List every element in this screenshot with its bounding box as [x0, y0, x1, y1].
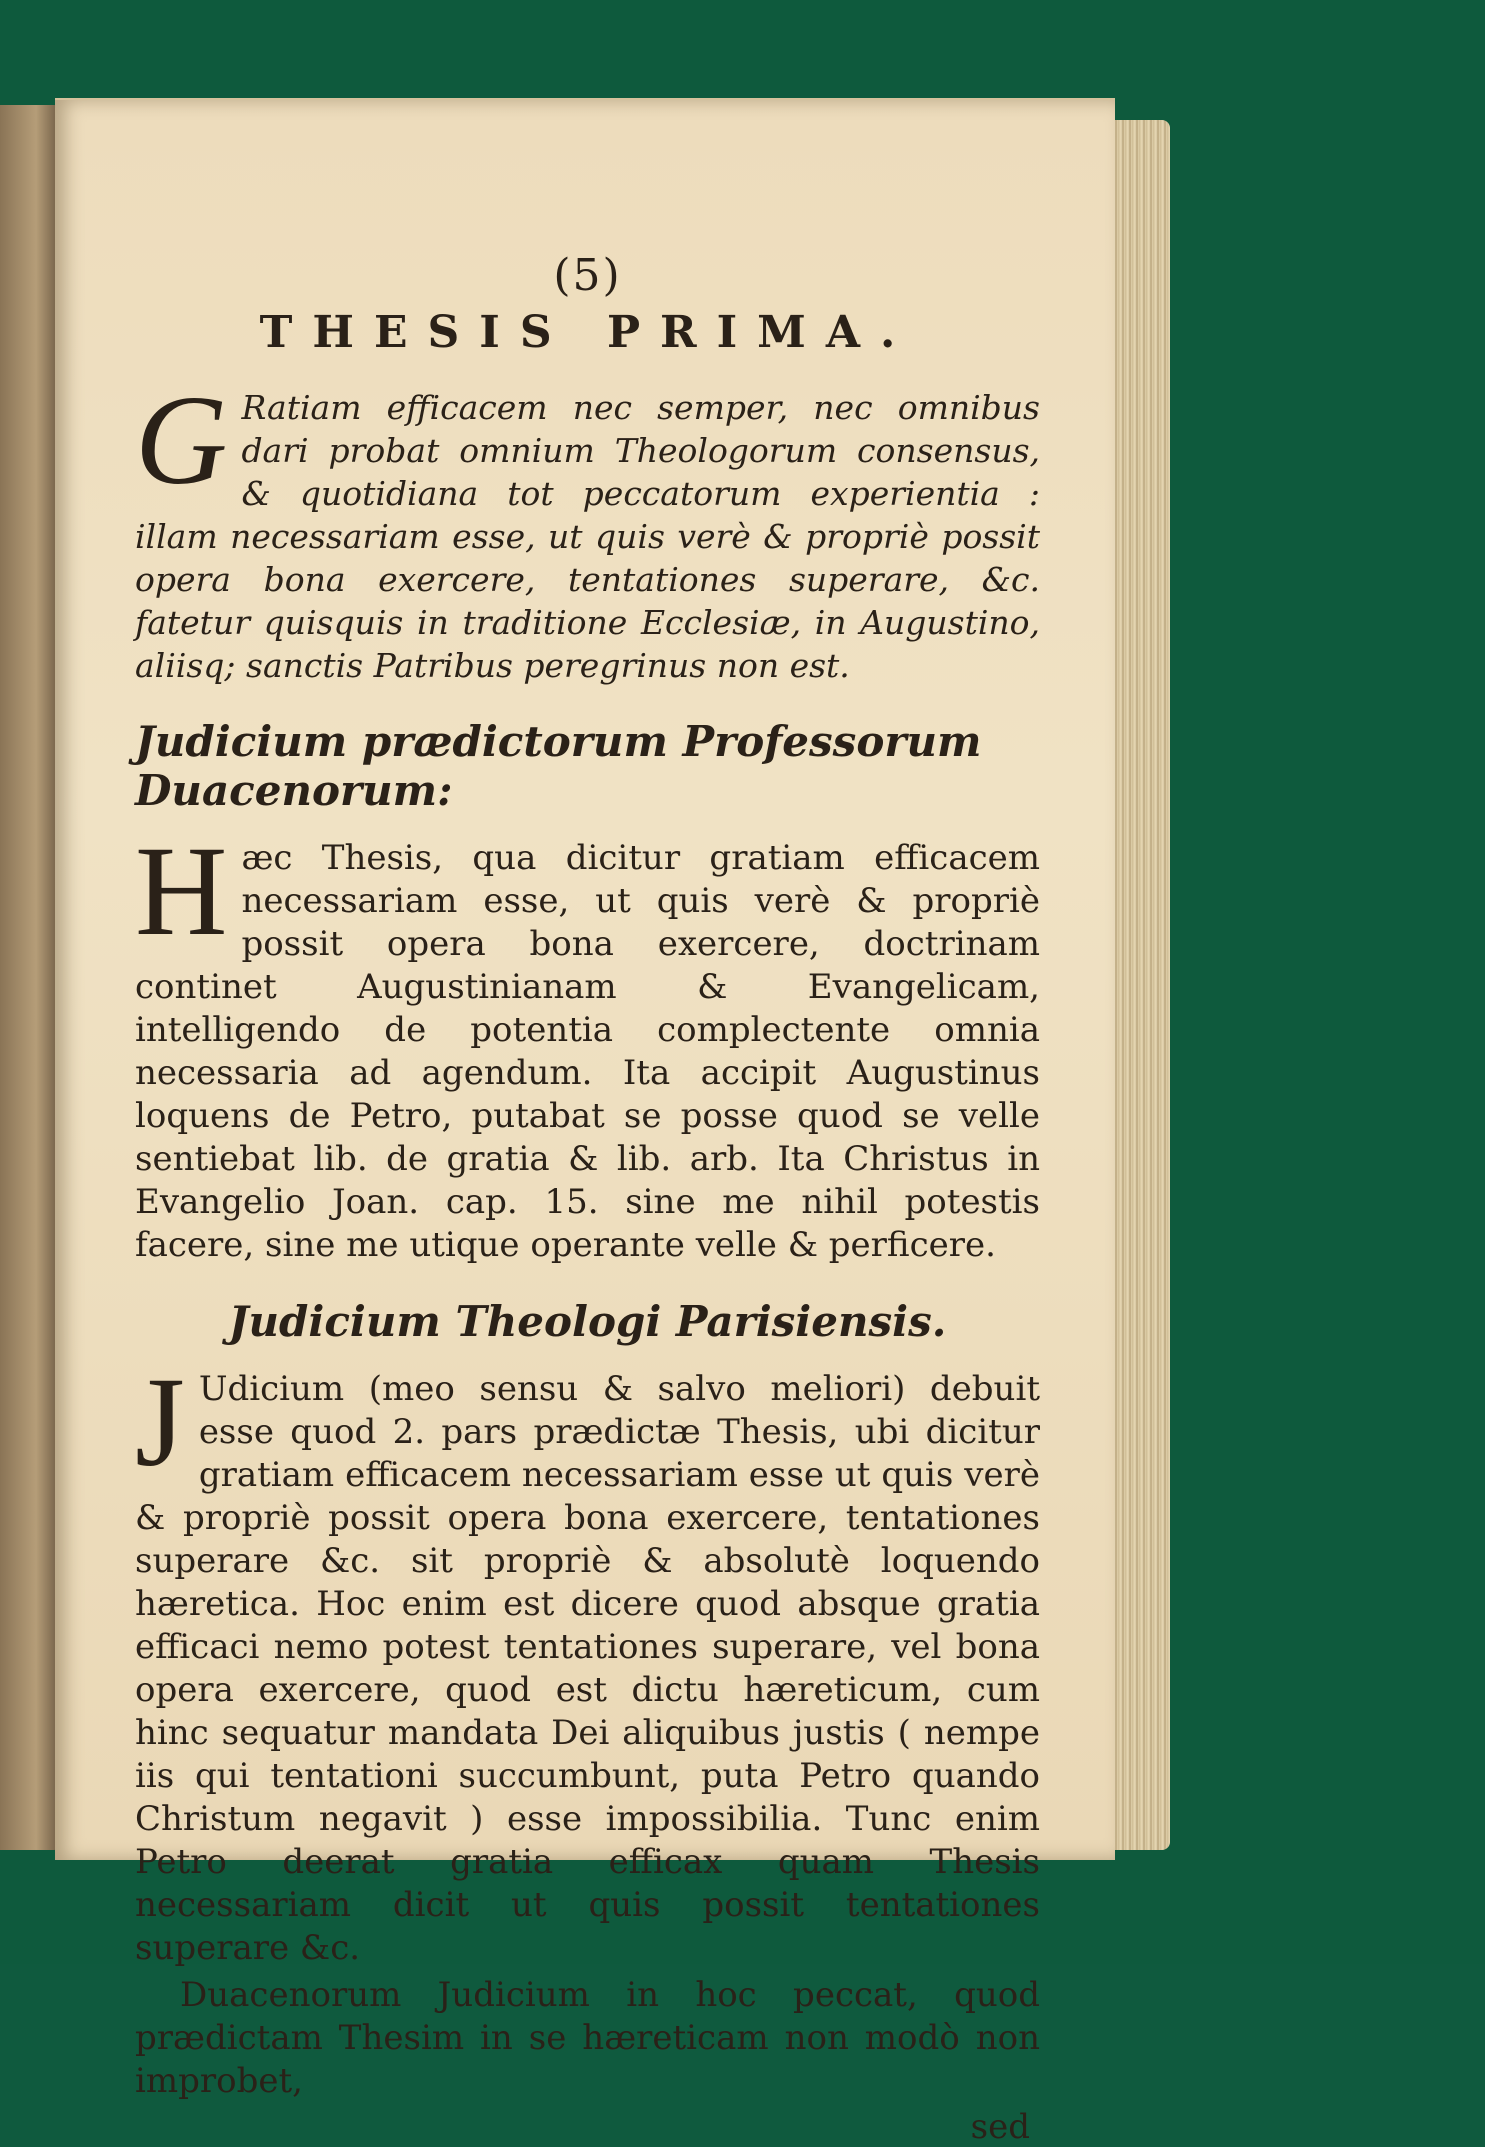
- page-content: [135, 250, 1040, 2147]
- page-number: (5): [553, 250, 622, 301]
- facing-page-edge: [0, 105, 60, 1850]
- judgment-duacenorum-text: æc Thesis, qua dicitur gratiam efficacem necessariam esse, ut quis verè & propriè possit opera bona exercere, doctrinam continet Augustinianam & Evangelicam, intelligendo de potentia complectente omnia necessaria ad agendum. Ita accipit Augustinus loquens de Petro, putabat se posse quod se velle sentiebat lib. de gratia & lib. arb. Ita Christus in Evangelio Joan. cap. 15. sine me nihil potestis facere, sine me utique operante velle & perficere.: [135, 838, 1040, 1265]
- judgment-duacenorum-dropcap: H: [135, 820, 228, 962]
- judgment-duacenorum-paragraph: [135, 820, 1040, 1267]
- thesis-paragraph: [135, 369, 1040, 687]
- thesis-dropcap: G: [135, 369, 228, 511]
- continuation-paragraph: Duacenorum Judicium in hoc peccat, quod prædictam Thesim in se hæreticam non modò non improbet,: [135, 1975, 1040, 2101]
- judgment-parisiensis-heading: Judicium Theologi Parisiensis.: [228, 1297, 947, 1346]
- thesis-text: Ratiam efficacem nec semper, nec omnibus dari probat omnium Theologorum consensus, & quotidiana tot peccatorum experientia : illam necessariam esse, ut quis verè & propriè possit opera bona exercere, tentationes superare, &c. fatetur quisquis in traditione Ecclesiæ, in Augustino, aliisq; sanctis Patribus peregrinus non est.: [135, 388, 1040, 685]
- judgment-parisiensis-text: Udicium (meo sensu & salvo meliori) debuit esse quod 2. pars prædictæ Thesis, ubi dicitur gratiam efficacem necessariam esse ut quis verè & propriè possit opera bona exercere, tentationes superare &c. sit propriè & absolutè loquendo hæretica. Hoc enim est dicere quod absque gratia efficaci nemo potest tentationes superare, vel bona opera exercere, quod est dictu hæreticum, cum hinc sequatur mandata Dei aliquibus justis ( nempe iis qui tentationi succumbunt, puta Petro quando Christum negavit ) esse impossibilia. Tunc enim Petro deerat gratia efficax quam Thesis necessariam dicit ut quis possit tentationes superare &c.: [135, 1369, 1040, 1968]
- judgment-parisiensis-paragraph: [135, 1351, 1040, 1970]
- thesis-title: THESIS PRIMA.: [259, 307, 916, 358]
- judgment-parisiensis-dropcap: J: [135, 1351, 185, 1493]
- judgment-duacenorum-heading: Judicium prædictorum Professorum Duacenorum:: [135, 717, 982, 815]
- book-page: [55, 98, 1115, 2147]
- catchword: sed: [970, 2107, 1030, 2147]
